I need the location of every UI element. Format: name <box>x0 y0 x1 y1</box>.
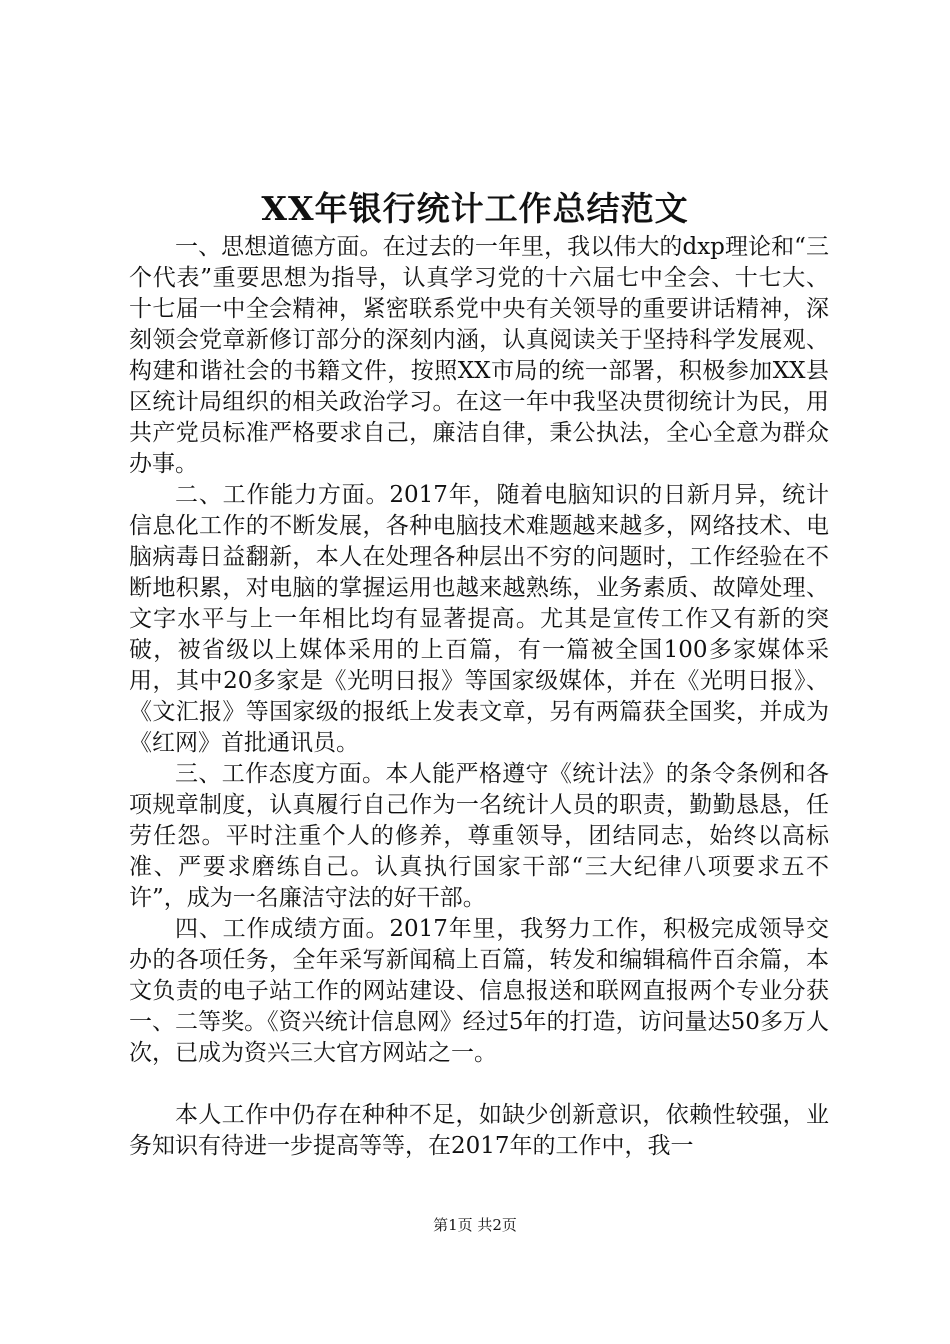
document-body <box>129 232 829 1162</box>
paragraph-shortcomings: 本人工作中仍存在种种不足，如缺少创新意识，依赖性较强，业务知识有待进一步提高等等，在2017年的工作中，我一 <box>129 1102 829 1159</box>
document-title: XX年银行统计工作总结范文 <box>261 189 689 228</box>
paragraph-moral: 一、思想道德方面。在过去的一年里，我以伟大的dxp理论和“三个代表”重要思想为指导，认真学习党的十六届七中全会、十七大、十七届一中全会精神，紧密联系党中央有关领导的重要讲话精神，深刻领会党章新修订部分的深刻内涵，认真阅读关于坚持科学发展观、构建和谐社会的书籍文件，按照XX市局的统一部署，积极参加XX县区统计局组织的相关政治学习。在这一年中我坚决贯彻统计为民，用共产党员标准严格要求自己，廉洁自律，秉公执法，全心全意为群众办事。 <box>129 234 829 477</box>
paragraph-achievement: 四、工作成绩方面。2017年里，我努力工作，积极完成领导交办的各项任务，全年采写新闻稿上百篇，转发和编辑稿件百余篇，本文负责的电子站工作的网站建设、信息报送和联网直报两个专业分获一、二等奖。《资兴统计信息网》经过5年的打造，访问量达50多万人次，已成为资兴三大官方网站之一。 <box>129 916 829 1066</box>
page-footer: 第1页 共2页 <box>433 1216 517 1234</box>
paragraph-ability: 二、工作能力方面。2017年，随着电脑知识的日新月异，统计信息化工作的不断发展，各种电脑技术难题越来越多，网络技术、电脑病毒日益翻新，本人在处理各种层出不穷的问题时，工作经验在不断地积累，对电脑的掌握运用也越来越熟练，业务素质、故障处理、文字水平与上一年相比均有显著提高。尤其是宣传工作又有新的突破，被省级以上媒体采用的上百篇，有一篇被全国100多家媒体采用，其中20多家是《光明日报》等国家级媒体，并在《光明日报》、《文汇报》等国家级的报纸上发表文章，另有两篇获全国奖，并成为《红网》首批通讯员。 <box>129 482 829 756</box>
paragraph-attitude: 三、工作态度方面。本人能严格遵守《统计法》的条令条例和各项规章制度，认真履行自己作为一名统计人员的职责，勤勤恳恳，任劳任怨。平时注重个人的修养，尊重领导，团结同志，始终以高标准、严要求磨练自己。认真执行国家干部“三大纪律八项要求五不许”，成为一名廉洁守法的好干部。 <box>129 761 829 911</box>
